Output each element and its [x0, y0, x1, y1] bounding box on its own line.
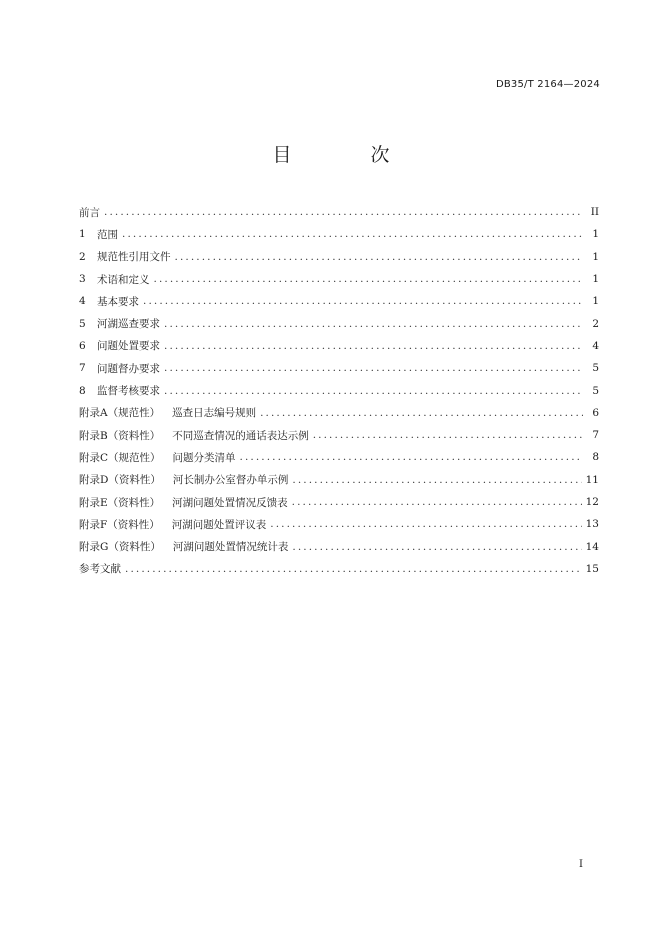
toc-entry-label: 问题分类清单	[172, 451, 236, 464]
toc-entry-label: 问题处置要求	[97, 340, 160, 353]
toc-entry-number: 3	[79, 273, 86, 286]
toc-leader-dots	[164, 385, 583, 397]
toc-entry-appendix-e[interactable]	[79, 491, 599, 513]
toc-entry-page: 14	[585, 540, 599, 553]
toc-entry-number: 7	[79, 362, 86, 375]
toc-entry-disposal-requirements[interactable]	[79, 335, 599, 357]
toc-leader-dots	[104, 206, 583, 218]
toc-entry-page: 1	[592, 295, 599, 308]
toc-entry-number: 2	[79, 250, 86, 263]
toc-leader-dots	[292, 541, 581, 553]
standard-code: DB35/T 2164—2024	[495, 79, 600, 90]
toc-leader-dots	[292, 474, 581, 486]
toc-entry-appendix-b[interactable]	[79, 424, 599, 446]
toc-entry-number: 6	[79, 339, 86, 352]
toc-entry-number: 4	[79, 295, 86, 308]
toc-appendix-tag: 附录D（资料性）	[79, 474, 161, 487]
toc-entry-label: 问题督办要求	[97, 362, 160, 375]
toc-entry-scope[interactable]	[79, 223, 599, 245]
toc-entry-page: 6	[592, 406, 599, 419]
toc-entry-label: 河湖问题处置评议表	[171, 518, 267, 531]
toc-entry-label: 规范性引用文件	[97, 251, 171, 264]
toc-entry-appendix-g[interactable]	[79, 535, 599, 557]
toc-entry-assessment-requirements[interactable]	[79, 379, 599, 401]
toc-entry-page: 1	[592, 273, 599, 286]
toc-leader-dots	[164, 340, 583, 352]
toc-entry-page: 5	[592, 384, 599, 397]
page-title: 目 次	[272, 144, 420, 166]
toc-entry-appendix-c[interactable]	[79, 446, 599, 468]
toc-entry-page: II	[590, 206, 599, 219]
toc-entry-page: 1	[592, 228, 599, 241]
toc-leader-dots	[313, 429, 583, 441]
toc-entry-label: 监督考核要求	[97, 385, 160, 398]
table-of-contents	[79, 201, 599, 580]
toc-entry-appendix-a[interactable]	[79, 402, 599, 424]
toc-entry-label: 参考文献	[79, 563, 121, 576]
toc-entry-label: 河湖问题处置情况反馈表	[172, 496, 288, 509]
toc-entry-page: 2	[592, 317, 599, 330]
toc-entry-number: 8	[79, 384, 86, 397]
toc-entry-label: 巡查日志编号规则	[172, 407, 257, 420]
toc-entry-appendix-d[interactable]	[79, 469, 599, 491]
page-number: I	[579, 859, 583, 870]
toc-entry-page: 7	[592, 429, 599, 442]
toc-leader-dots	[154, 273, 584, 285]
toc-entry-basic-requirements[interactable]	[79, 290, 599, 312]
toc-leader-dots	[260, 407, 583, 419]
toc-leader-dots	[143, 295, 583, 307]
toc-entry-label: 不同巡查情况的通话表达示例	[172, 429, 309, 442]
toc-entry-label: 术语和定义	[97, 273, 150, 286]
toc-entry-bibliography[interactable]	[79, 558, 599, 580]
toc-leader-dots	[175, 251, 584, 263]
toc-entry-page: 13	[585, 518, 599, 531]
toc-entry-terms-definitions[interactable]	[79, 268, 599, 290]
toc-appendix-tag: 附录C（规范性）	[79, 451, 161, 464]
toc-entry-label: 河湖问题处置情况统计表	[172, 541, 289, 554]
toc-entry-label: 河长制办公室督办单示例	[172, 474, 289, 487]
toc-entry-page: 11	[585, 473, 599, 486]
toc-entry-page: 15	[585, 562, 599, 575]
toc-entry-page: 1	[592, 250, 599, 263]
toc-leader-dots	[122, 228, 583, 240]
toc-entry-label: 前言	[79, 206, 100, 219]
toc-entry-page: 12	[585, 496, 599, 508]
toc-entry-number: 5	[79, 317, 86, 330]
toc-entry-label: 范围	[97, 228, 118, 241]
toc-appendix-tag: 附录B（资料性）	[79, 429, 161, 442]
toc-appendix-tag: 附录A（规范性）	[79, 407, 161, 420]
toc-appendix-tag: 附录G（资料性）	[79, 541, 161, 554]
toc-entry-label: 河湖巡查要求	[97, 318, 160, 331]
toc-entry-normative-references[interactable]	[79, 246, 599, 268]
toc-entry-foreword[interactable]	[79, 201, 599, 223]
toc-leader-dots	[164, 362, 583, 374]
toc-entry-appendix-f[interactable]	[79, 513, 599, 535]
toc-appendix-tag: 附录E（资料性）	[79, 496, 161, 509]
toc-leader-dots	[125, 563, 582, 575]
toc-entry-label: 基本要求	[97, 295, 139, 308]
toc-leader-dots	[164, 318, 583, 330]
toc-entry-page: 8	[592, 451, 599, 464]
toc-entry-supervision-requirements[interactable]	[79, 357, 599, 379]
toc-entry-page: 4	[592, 339, 599, 352]
toc-leader-dots	[270, 518, 581, 530]
toc-appendix-tag: 附录F（资料性）	[79, 518, 160, 531]
toc-leader-dots	[292, 496, 582, 508]
toc-leader-dots	[240, 451, 583, 463]
toc-entry-patrol-requirements[interactable]	[79, 312, 599, 334]
toc-entry-number: 1	[79, 228, 86, 241]
toc-entry-page: 5	[592, 362, 599, 375]
